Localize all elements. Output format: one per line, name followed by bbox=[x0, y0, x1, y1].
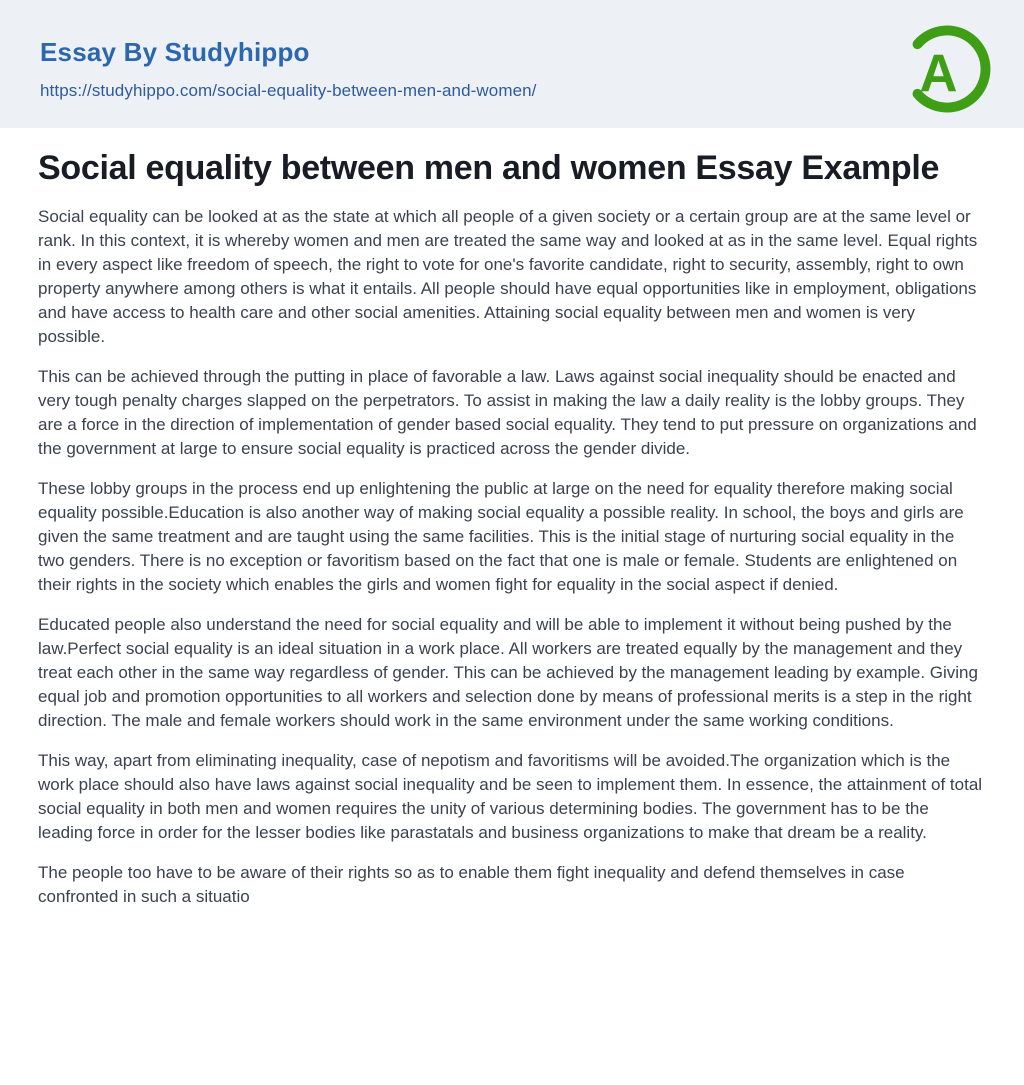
essay-paragraph: This can be achieved through the putting in place of favorable a law. Laws against social inequality should be enacted and very tough penalty charges slapped on the perpetrators. To assist in making the law a daily reality is the lobby groups. They are a force in the direction of implementation of gender based social equality. They tend to put pressure on organizations and the government at large to ensure social equality is practiced across the gender divide. bbox=[38, 367, 977, 458]
site-title: Essay By Studyhippo bbox=[40, 37, 310, 67]
source-url-link[interactable]: https://studyhippo.com/social-equality-between-men-and-women/ bbox=[40, 81, 537, 100]
header-brand-block bbox=[40, 37, 537, 101]
essay-paragraph: This way, apart from eliminating inequality, case of nepotism and favoritisms will be avoided.The organization which is the work place should also have laws against social inequality and be seen to implement them. In essence, the attainment of total social equality in both men and women requires the unity of various determining bodies. The government has to be the leading force in order for the lesser bodies like parastatals and business organizations to make that dream be a reality. bbox=[38, 751, 983, 842]
studyhippo-logo-icon bbox=[900, 22, 994, 116]
page-header bbox=[0, 0, 1024, 128]
essay-paragraph: Social equality can be looked at as the state at which all people of a given society or a certain group are at the same level or rank. In this context, it is whereby women and men are treated the same way and looked at as in the same level. Equal rights in every aspect like freedom of speech, the right to vote for one's favorite candidate, right to security, assembly, right to own property anywhere among others is what it entails. All people should have equal opportunities like in employment, obligations and have access to health care and other social amenities. Attaining social equality between men and women is very possible. bbox=[38, 207, 978, 346]
essay-article bbox=[0, 128, 1024, 955]
essay-title: Social equality between men and women Essay Example bbox=[38, 149, 940, 187]
essay-paragraph: The people too have to be aware of their rights so as to enable them fight inequality and defend themselves in case confronted in such a situatio bbox=[38, 863, 905, 906]
essay-paragraph: These lobby groups in the process end up enlightening the public at large on the need for equality therefore making social equality possible.Education is also another way of making social equality a possible reality. In school, the boys and girls are given the same treatment and are taught using the same facilities. This is the initial stage of nurturing social equality in the two genders. There is no exception or favoritism based on the fact that one is male or female. Students are enlightened on their rights in the society which enables the girls and women fight for equality in the social aspect if denied. bbox=[38, 479, 964, 594]
essay-paragraph: Educated people also understand the need for social equality and will be able to implement it without being pushed by the law.Perfect social equality is an ideal situation in a work place. All workers are treated equally by the management and they treat each other in the same way regardless of gender. This can be achieved by the management leading by example. Giving equal job and promotion opportunities to all workers and selection done by means of professional merits is a step in the right direction. The male and female workers should work in the same environment under the same working conditions. bbox=[38, 615, 978, 730]
logo-letter: A bbox=[919, 44, 958, 104]
